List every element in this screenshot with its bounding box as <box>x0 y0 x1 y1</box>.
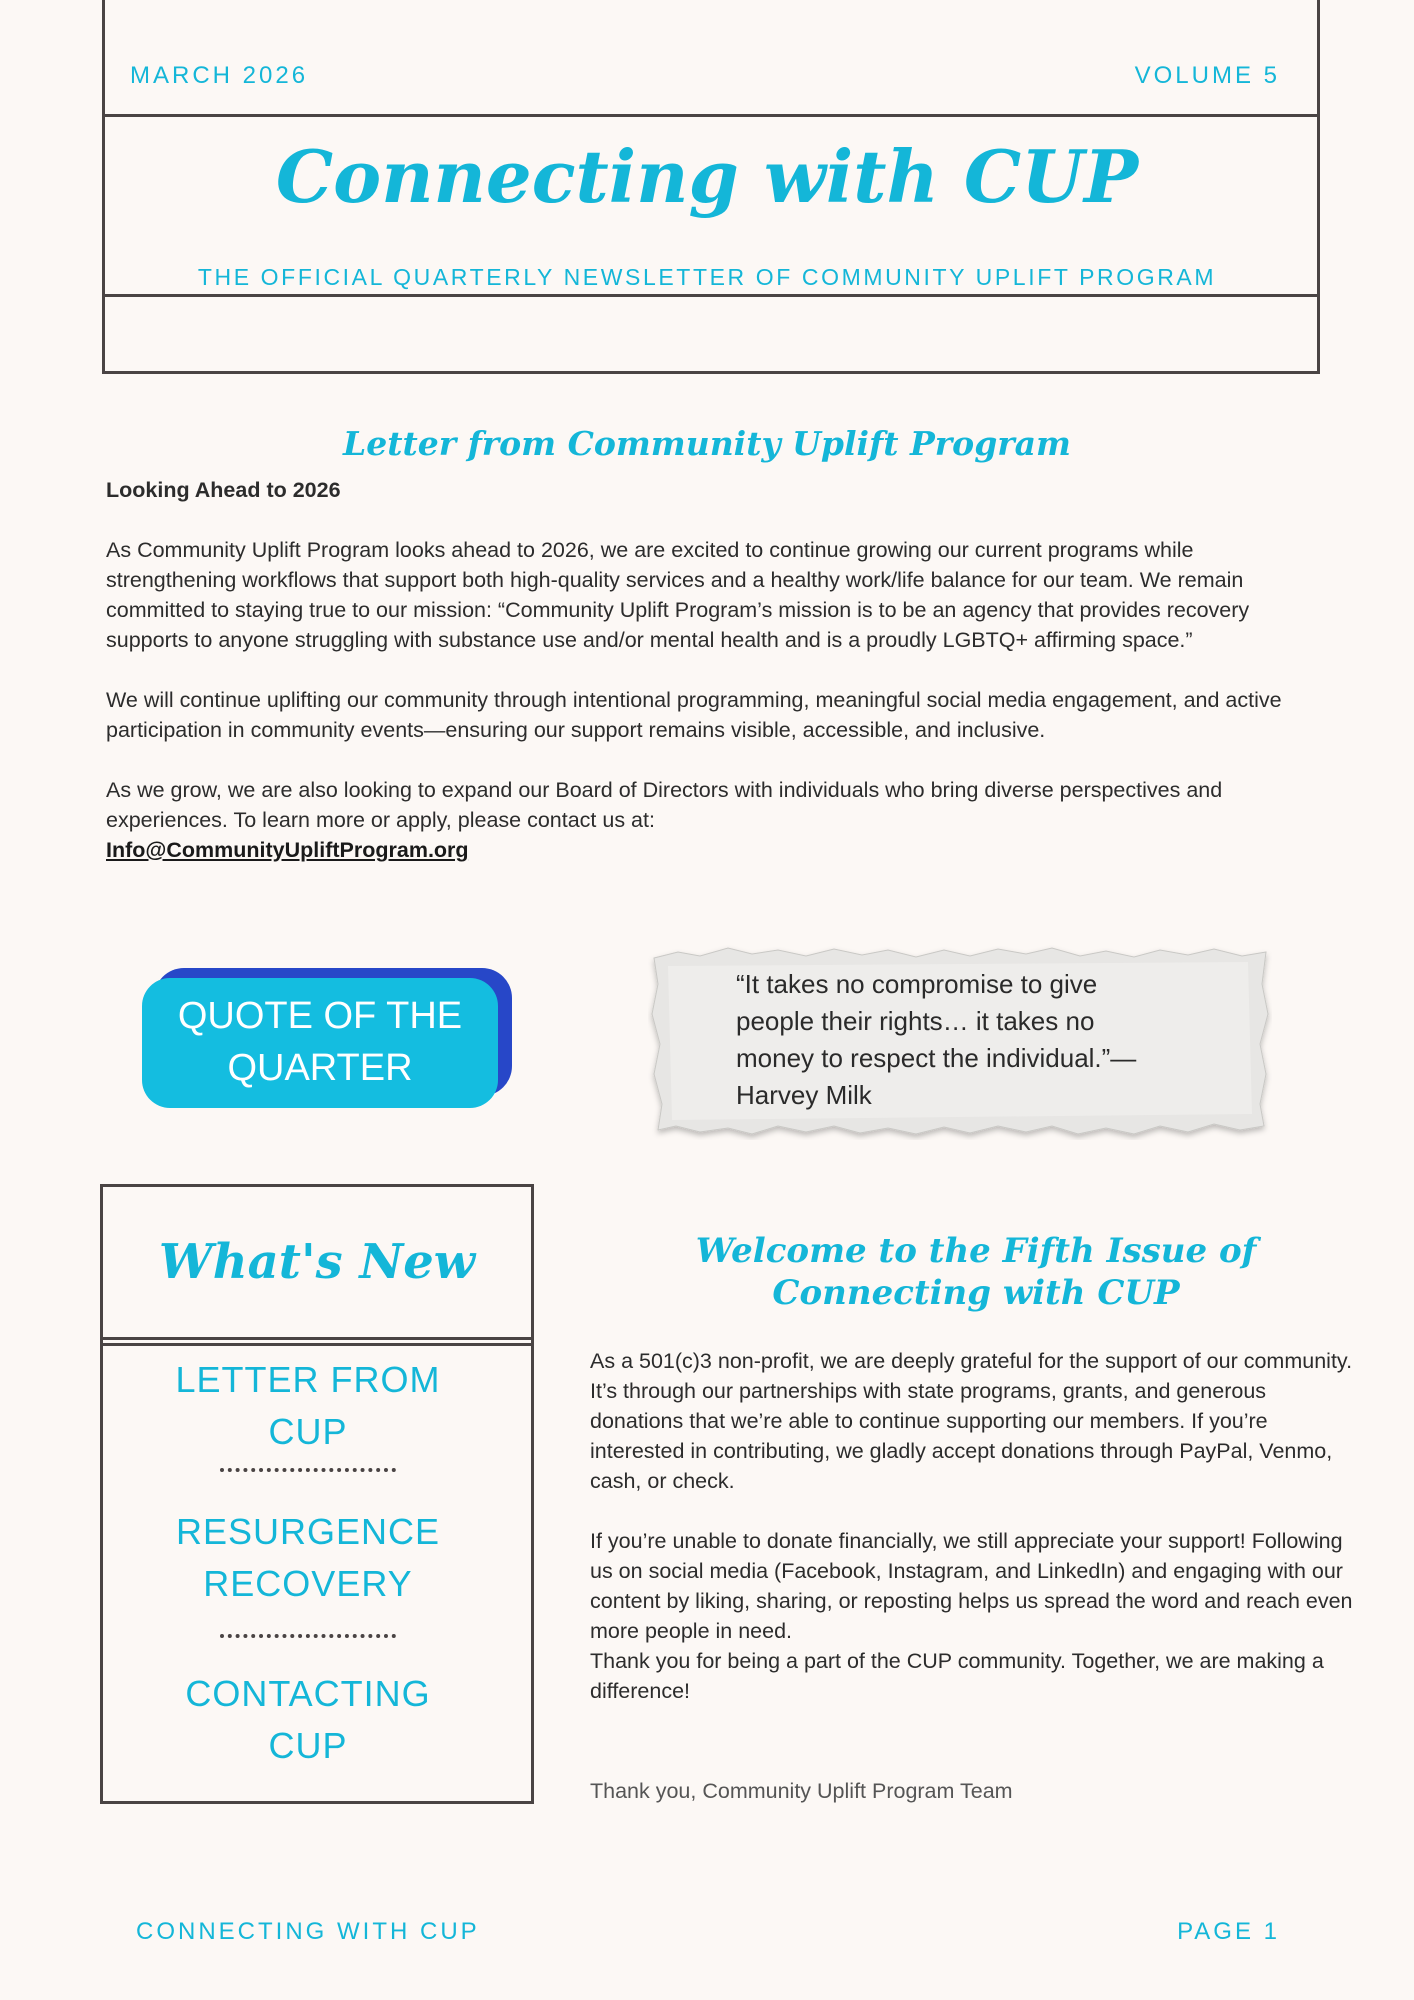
menu-separator <box>220 1468 396 1472</box>
letter-paragraph-2: We will continue uplifting our community through intentional programming, meaningful social media engagement, and active participation in community events—ensuring our support remains visible, accessible, and inclusive. <box>106 688 1282 742</box>
masthead-divider-top <box>102 114 1320 117</box>
welcome-paragraph-1: As a 501(c)3 non-profit, we are deeply grateful for the support of our community. It’s through our partnerships with state programs, grants, and generous donations that we’re able to continue supporting our members. If you’re interested in contributing, we gladly accept donations through PayPal, Venmo, cash, or check. <box>590 1349 1353 1493</box>
welcome-body <box>590 1346 1360 1706</box>
footer-title: CONNECTING WITH CUP <box>136 1918 480 1945</box>
welcome-heading: Welcome to the Fifth Issue of Connecting with CUP <box>695 1231 1257 1313</box>
letter-paragraph-1: As Community Uplift Program looks ahead to 2026, we are excited to continue growing our current programs while strengthening workflows that support both high-quality services and a healthy work/life balance for our team. We remain committed to staying true to our mission: “Community Uplift Program’s mission is to be an agency that provides recovery supports to anyone struggling with substance use and/or mental health and is a proudly LGBTQ+ affirming space.” <box>106 538 1250 652</box>
newsletter-title: Connecting with CUP <box>275 134 1139 219</box>
menu-item-resurgence-recovery[interactable]: RESURGENCE RECOVERY <box>175 1511 441 1604</box>
letter-subheading: Looking Ahead to 2026 <box>106 478 341 502</box>
menu-item-letter-from-cup[interactable]: LETTER FROM CUP <box>175 1359 441 1452</box>
whats-new-divider-2 <box>103 1343 531 1346</box>
page-number: PAGE 1 <box>1177 1918 1280 1945</box>
whats-new-divider <box>103 1337 531 1340</box>
letter-paragraph-3: As we grow, we are also looking to expand our Board of Directors with individuals who bring diverse perspectives and experiences. To learn more or apply, please contact us at: <box>106 778 1223 832</box>
masthead-divider-mid <box>102 294 1320 297</box>
letter-body <box>106 475 1316 865</box>
whats-new-heading: What's New <box>158 1234 476 1290</box>
issue-date: MARCH 2026 <box>130 62 309 89</box>
quote-badge-line-1: QUOTE OF THE <box>177 995 463 1037</box>
whats-new-list <box>100 1354 516 1772</box>
menu-item-contacting-cup[interactable]: CONTACTING CUP <box>185 1673 431 1766</box>
menu-separator <box>220 1634 396 1638</box>
quote-text: “It takes no compromise to give people their rights… it takes no money to respect the individual.”— Harvey Milk <box>736 969 1137 1110</box>
welcome-paragraph-3: Thank you for being a part of the CUP community. Together, we are making a difference! <box>590 1649 1324 1703</box>
contact-email-link[interactable]: Info@CommunityUpliftProgram.org <box>106 838 469 862</box>
newsletter-subtitle: THE OFFICIAL QUARTERLY NEWSLETTER OF COMMUNITY UPLIFT PROGRAM <box>197 264 1217 290</box>
quote-badge <box>142 978 498 1108</box>
welcome-paragraph-2: If you’re unable to donate financially, we still appreciate your support! Following us on social media (Facebook, Instagram, and LinkedIn) and engaging with our content by liking, sharing, or reposting helps us spread the word and reach even more people in need. <box>590 1529 1353 1643</box>
letter-heading: Letter from Community Uplift Program <box>343 424 1071 463</box>
masthead-divider-bottom <box>102 371 1320 374</box>
issue-volume: VOLUME 5 <box>1134 62 1280 89</box>
quote-badge-line-2: QUARTER <box>227 1047 413 1089</box>
welcome-signoff: Thank you, Community Uplift Program Team <box>590 1779 1013 1803</box>
